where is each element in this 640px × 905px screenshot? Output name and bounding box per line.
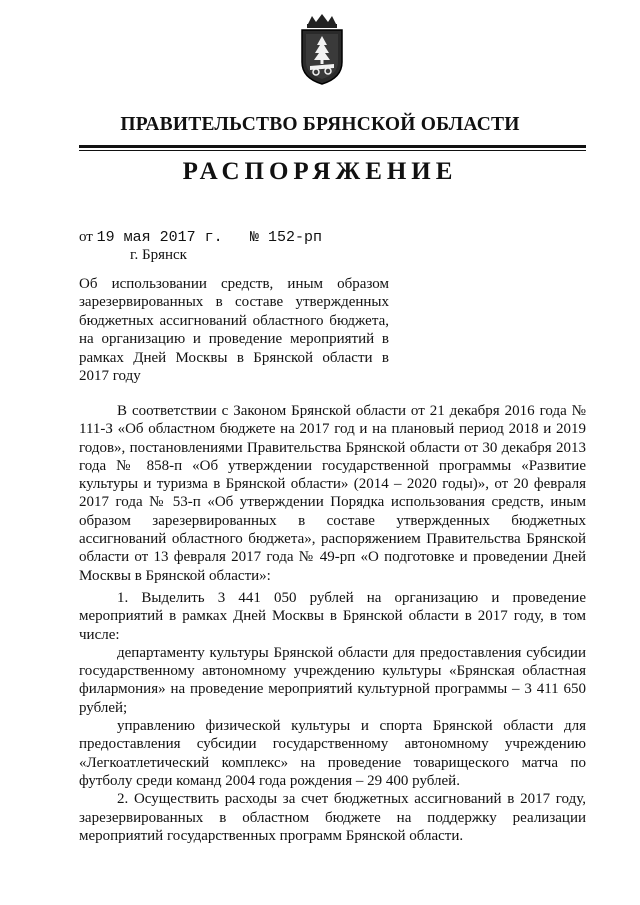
document-subject: Об использовании средств, иным образом зарезервированных в составе утвержденных бюджетных ассигнований областного бюджета, на организацию и проведение мероприятий в рамках Дней Москвы в Брянской области в 2017 году (79, 276, 389, 385)
coat-of-arms-icon (294, 12, 350, 88)
date-value: 19 мая 2017 г. (96, 229, 223, 246)
preamble-paragraph: В соответствии с Законом Брянской области от 21 декабря 2016 года № 111-З «Об областном бюджете на 2017 год и на плановый период 2018 и 2019 годов», постановлениями Правительства Брянской области от 30 декабря 2013 года № 858-п «Об утверждении государственной программы «Развитие культуры и туризма в Брянской области» (2014 – 2020 годы)», от 20 февраля 2017 года № 53-п «Об утверждении Порядка использования средств, иным образом зарезервированных в составе утвержденных бюджетных ассигнований областного бюджета», распоряжением Правительства Брянской области от 13 февраля 2017 года № 49-рп «О подготовке и проведении Дней Москвы в Брянской области»: (79, 403, 586, 584)
document-body (79, 402, 586, 585)
item-paragraph: 2. Осуществить расходы за счет бюджетных ассигнований в 2017 году, зарезервированных в областном бюджете на поддержку реализации мероприятий государственных программ Брянской области. (79, 791, 586, 844)
header-rule-thin (79, 150, 586, 151)
document-date (79, 229, 223, 246)
item-paragraph: 1. Выделить 3 441 050 рублей на организацию и проведение мероприятий в рамках Дней Москвы в Брянской области в 2017 году, в том числе: (79, 590, 586, 643)
document-type: РАСПОРЯЖЕНИЕ (182, 158, 458, 185)
header-rule-thick (79, 145, 586, 148)
item-paragraph: департаменту культуры Брянской области для предоставления субсидии государственному автономному учреждению культуры «Брянская областная филармония» на проведение мероприятий культурной программы – 3 411 650 рублей; (79, 644, 586, 716)
document-items (79, 589, 586, 845)
item-paragraph: управлению физической культуры и спорта Брянской области для предоставления субсидии государственному автономному учреждению «Легкоатлетический комплекс» на проведение товарищеского матча по футболу среди команд 2004 года рождения – 29 400 рублей. (79, 718, 586, 789)
date-prefix: от (79, 229, 97, 245)
government-title: ПРАВИТЕЛЬСТВО БРЯНСКОЙ ОБЛАСТИ (120, 114, 520, 135)
document-number: № 152-рп (250, 229, 323, 246)
document-city: г. Брянск (130, 247, 187, 263)
